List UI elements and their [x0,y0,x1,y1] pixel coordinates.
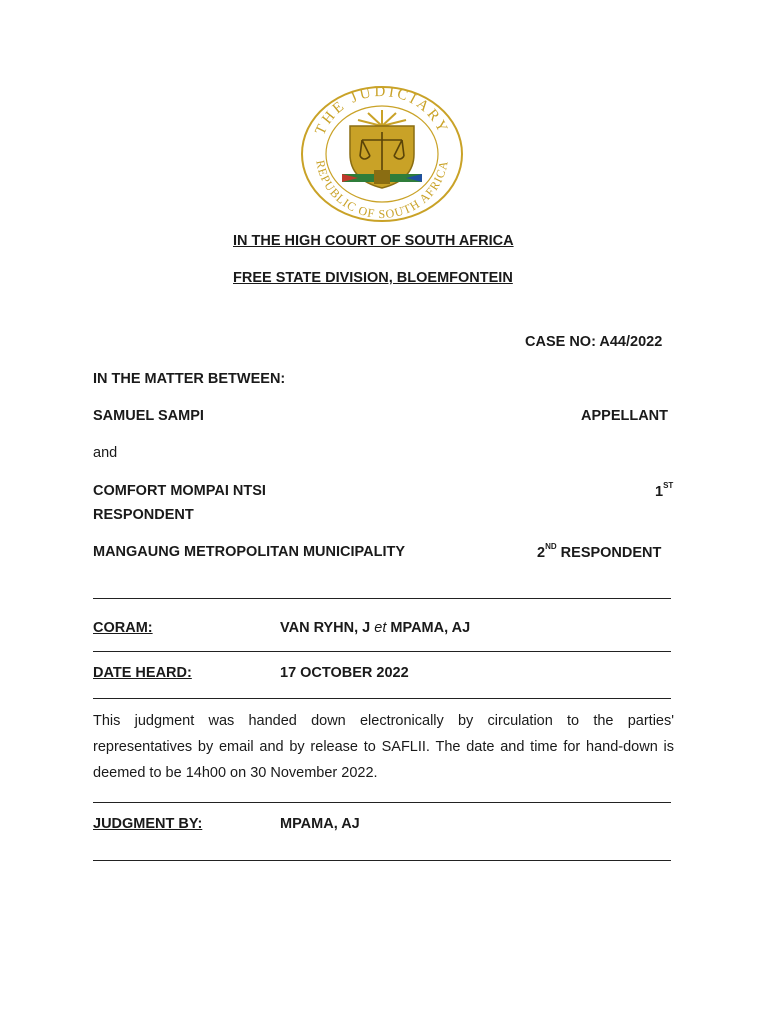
svg-text:REPUBLIC OF SOUTH AFRICA: REPUBLIC OF SOUTH AFRICA [313,158,451,222]
court-heading: IN THE HIGH COURT OF SOUTH AFRICA [233,233,514,249]
coram-label: CORAM: [93,620,153,636]
date-heard-label: DATE HEARD: [93,665,192,681]
divider [93,598,671,599]
appellant-name: SAMUEL SAMPI [93,408,204,424]
judiciary-seal-icon [298,84,466,224]
date-heard-value: 17 OCTOBER 2022 [280,665,409,681]
judgment-by-label: JUDGMENT BY: [93,816,203,832]
respondent1-role: RESPONDENT [93,507,194,523]
and-text: and [93,445,118,461]
matter-between-label: IN THE MATTER BETWEEN: [93,371,286,387]
respondent2-name: MANGAUNG METROPOLITAN MUNICIPALITY [93,544,405,560]
judgment-by-value: MPAMA, AJ [280,816,360,832]
respondent1-ordinal: 1ST [655,481,674,500]
divider [93,860,671,861]
respondent2-role-line: 2ND RESPONDENT [537,542,662,561]
appellant-role: APPELLANT [581,408,668,424]
divider [93,802,671,803]
respondent1-name: COMFORT MOMPAI NTSI [93,483,266,499]
division-heading: FREE STATE DIVISION, BLOEMFONTEIN [233,270,513,286]
divider [93,651,671,652]
divider [93,698,671,699]
hand-down-notice: This judgment was handed down electronically by circulation to the parties' representatives by email and by release to SAFLII. The date and time for hand-down is deemed to be 14h00 on 30 November 2022. [93,713,674,781]
case-number: CASE NO: A44/2022 [525,334,663,350]
coram-value: VAN RYHN, J et MPAMA, AJ [280,620,471,636]
svg-text:THE JUDICIARY: THE JUDICIARY [312,84,452,138]
